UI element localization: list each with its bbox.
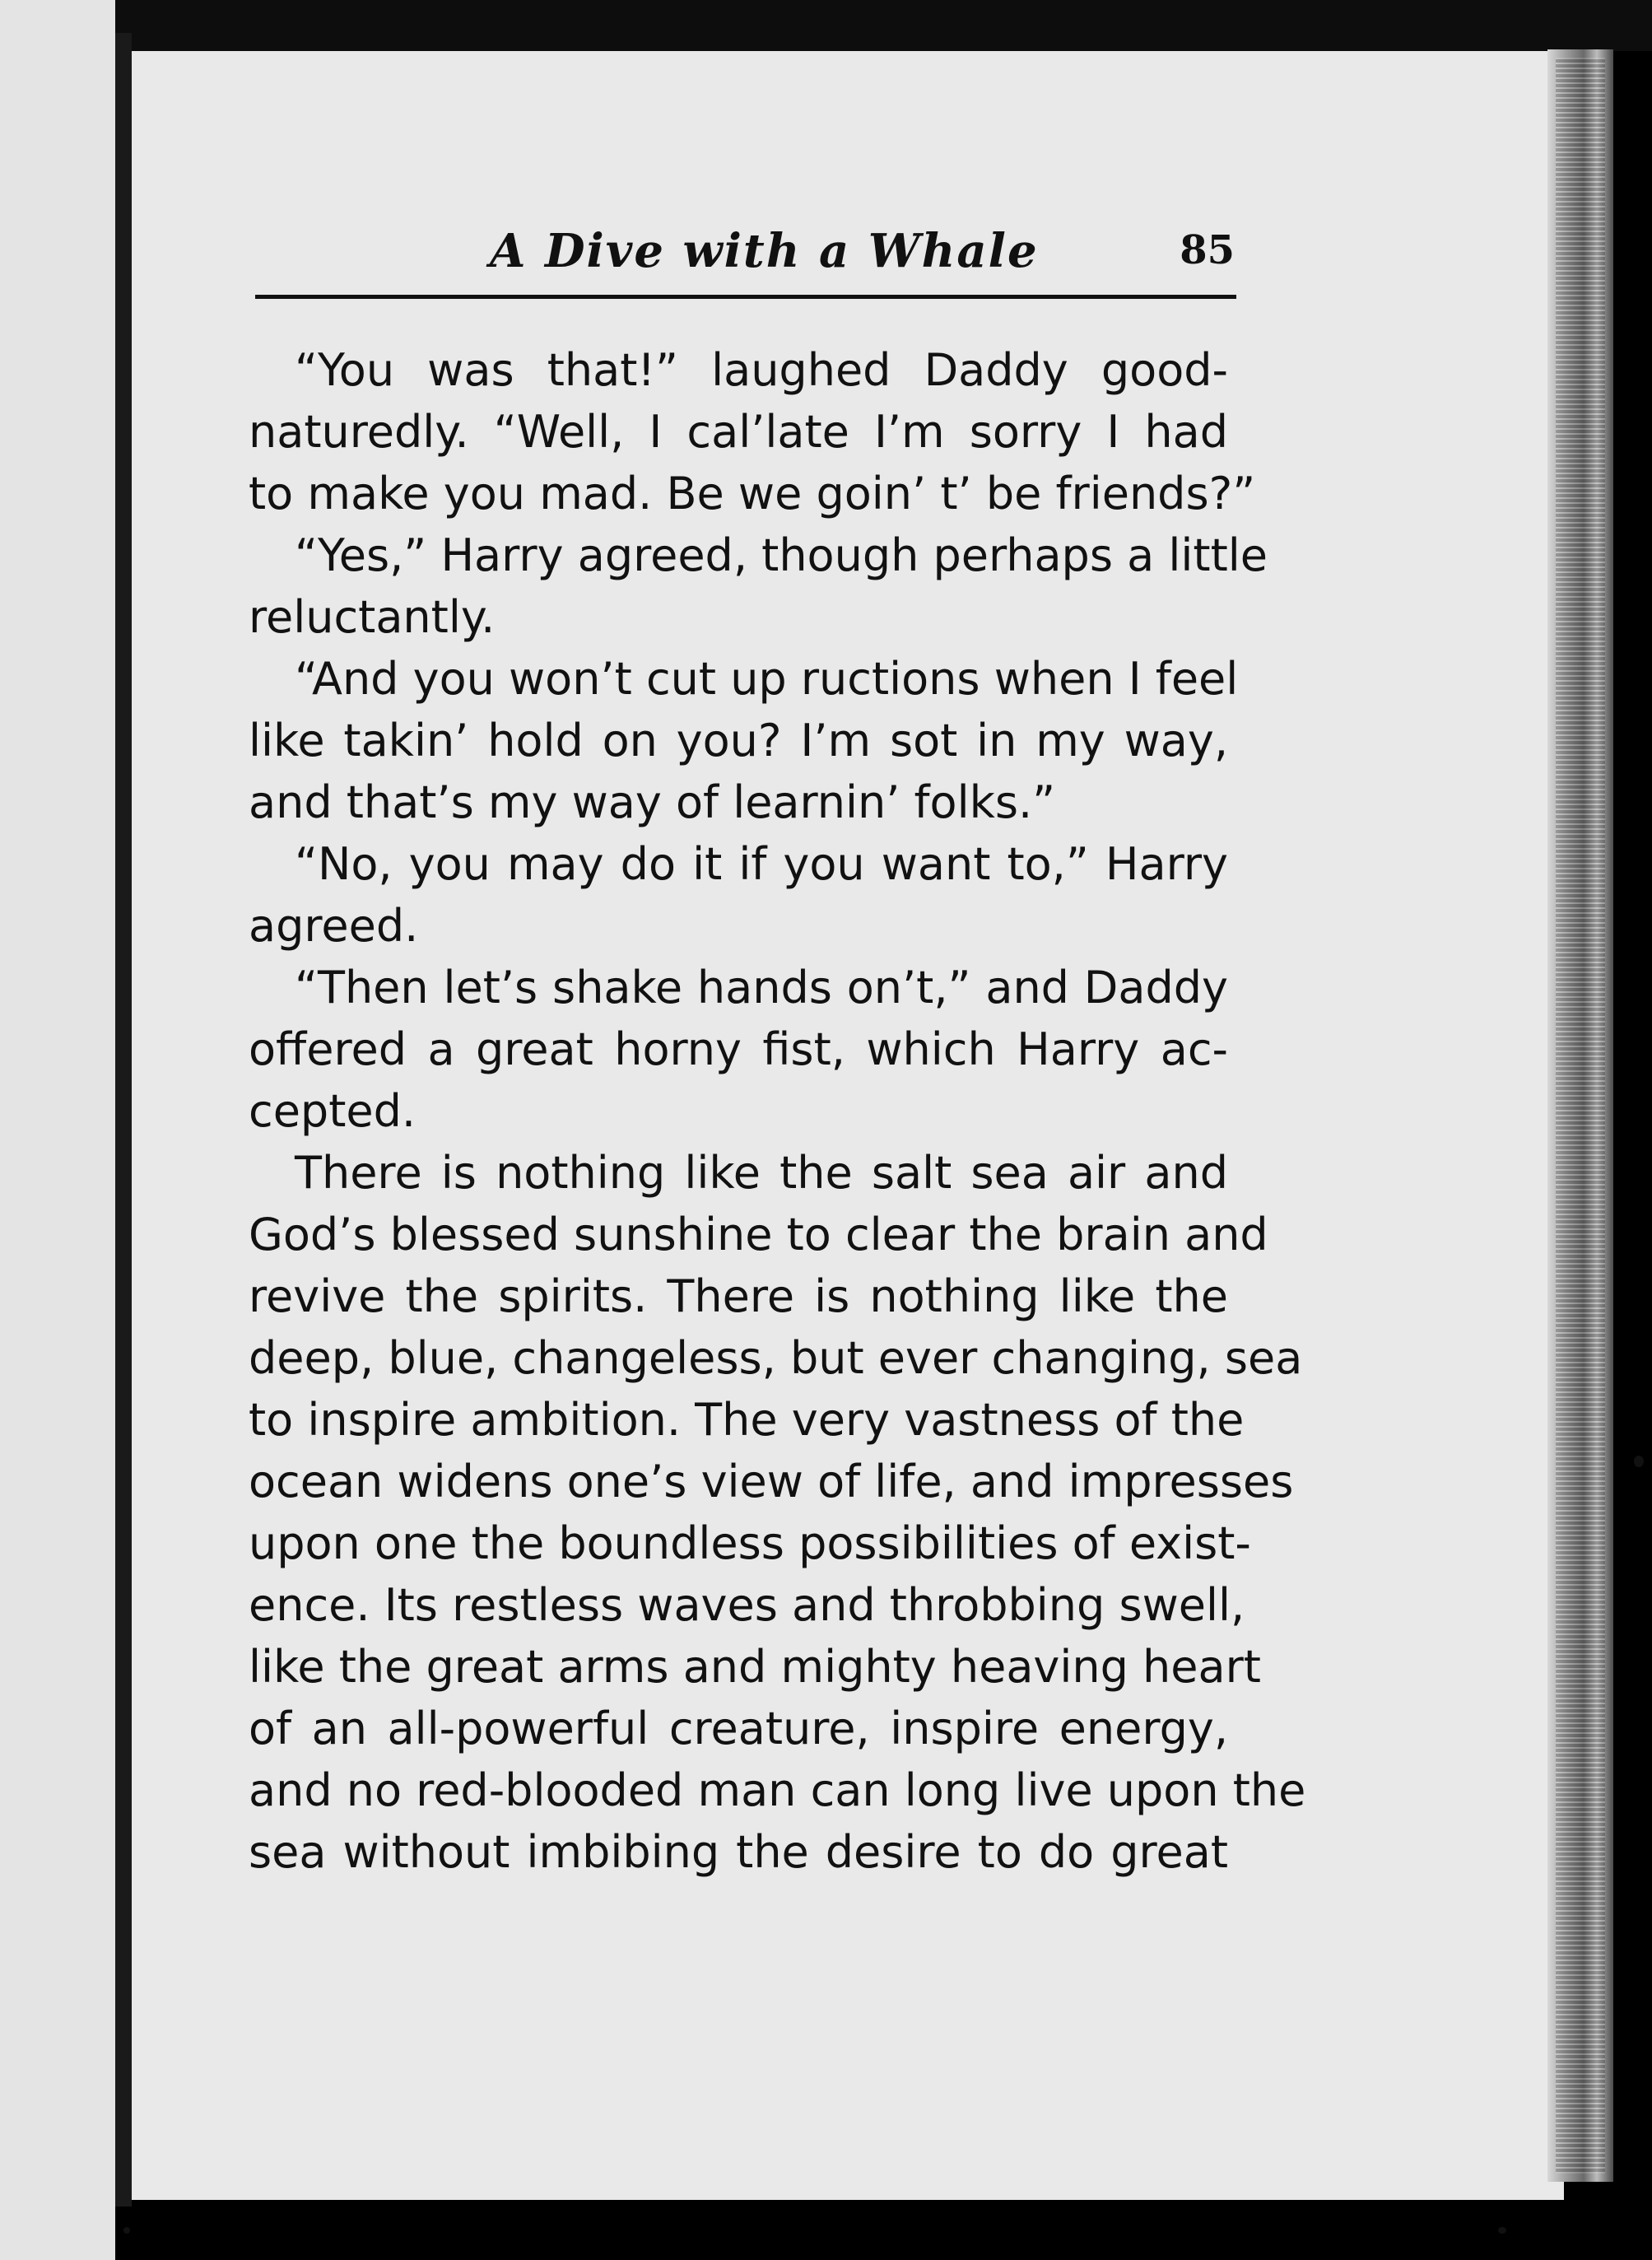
scan-speck: [1634, 1456, 1644, 1467]
text-line: ocean widens one’s view of life, and impresses: [249, 1456, 1294, 1507]
text-line: ence. Its restless waves and throbbing swell,: [249, 1579, 1245, 1631]
running-title: A Dive with a Whale: [490, 224, 1039, 278]
text-line: offered a great horny fist, which Harry ac-: [249, 1023, 1228, 1075]
page-number: 85: [1180, 227, 1235, 273]
scan-speck: [1498, 2227, 1506, 2234]
text-line: like takin’ hold on you? I’m sot in my way,: [249, 715, 1228, 767]
text-line: upon one the boundless possibilities of exist-: [249, 1517, 1251, 1569]
text-line: “Then let’s shake hands on’t,” and Daddy: [295, 962, 1228, 1014]
text-line: reluctantly.: [249, 591, 496, 643]
text-line: deep, blue, changeless, but ever changing, sea: [249, 1332, 1303, 1384]
scan-top-border: [115, 0, 1652, 51]
page-stack-lines: [1556, 58, 1605, 2174]
facing-page-edge: [0, 0, 115, 2260]
text-line: God’s blessed sunshine to clear the brain and: [249, 1209, 1268, 1260]
body-text: [249, 339, 1306, 1883]
text-line: agreed.: [249, 900, 419, 952]
text-line: “You was that!” laughed Daddy good-: [295, 344, 1228, 396]
text-line: cepted.: [249, 1085, 416, 1137]
text-line: “And you won’t cut up ructions when I feel: [295, 653, 1239, 705]
text-line: and that’s my way of learnin’ folks.”: [249, 776, 1056, 828]
text-line: to make you mad. Be we goin’ t’ be friends?”: [249, 468, 1256, 520]
spine-shadow: [115, 33, 132, 2206]
text-line: There is nothing like the salt sea air and: [295, 1147, 1228, 1199]
text-line: “No, you may do it if you want to,” Harry: [295, 838, 1228, 890]
text-line: revive the spirits. There is nothing like the: [249, 1270, 1228, 1322]
text-line: of an all-powerful creature, inspire energy,: [249, 1703, 1228, 1754]
text-line: like the great arms and mighty heaving heart: [249, 1641, 1261, 1693]
running-header: [255, 224, 1235, 282]
text-line: to inspire ambition. The very vastness of the: [249, 1394, 1245, 1446]
text-line: and no red-blooded man can long live upon the: [249, 1764, 1306, 1816]
text-line: “Yes,” Harry agreed, though perhaps a little: [295, 529, 1268, 581]
text-line: naturedly. “Well, I cal’late I’m sorry I had: [249, 406, 1228, 458]
header-rule: [255, 295, 1236, 299]
scan-speck: [123, 2227, 130, 2234]
text-line: sea without imbibing the desire to do great: [249, 1826, 1228, 1878]
